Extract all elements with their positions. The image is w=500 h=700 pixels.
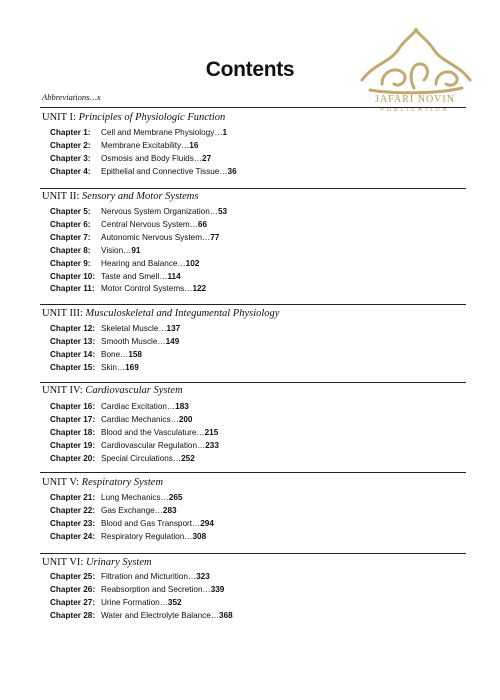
chapter-number: Chapter 20: bbox=[50, 453, 96, 463]
chapter-title: Urine Formation… bbox=[101, 597, 168, 607]
chapter-title: Cardiac Mechanics… bbox=[101, 414, 179, 424]
chapter-number: Chapter 19: bbox=[50, 440, 96, 450]
chapter-number: Chapter 3: bbox=[50, 153, 91, 163]
chapter-number: Chapter 18: bbox=[50, 427, 96, 437]
chapter-page: 294 bbox=[200, 518, 214, 528]
unit-label: UNIT II: bbox=[42, 191, 80, 202]
unit-title-text: Cardiovascular System bbox=[85, 385, 183, 396]
chapter-number: Chapter 9: bbox=[50, 258, 91, 268]
chapter-number: Chapter 24: bbox=[50, 531, 96, 541]
chapter-title: Nervous System Organization… bbox=[101, 207, 218, 216]
chapter-number: Chapter 21: bbox=[50, 493, 96, 502]
chapter-title: Motor Control Systems… bbox=[101, 284, 193, 294]
chapter-title: Taste and Smell… bbox=[101, 271, 168, 281]
unit-heading bbox=[42, 385, 183, 396]
chapter-page: 169 bbox=[125, 362, 139, 372]
chapter-page: 283 bbox=[162, 505, 177, 515]
chapter-page: 200 bbox=[178, 414, 193, 424]
chapter-entry[interactable] bbox=[50, 324, 180, 336]
chapter-page: 66 bbox=[197, 219, 208, 229]
chapter-entry[interactable] bbox=[50, 532, 206, 544]
unit-heading bbox=[42, 477, 163, 488]
chapter-number: Chapter 17: bbox=[50, 414, 96, 424]
chapter-number: Chapter 7: bbox=[50, 232, 91, 242]
unit-label: UNIT V: bbox=[42, 477, 80, 488]
chapter-title: Hearing and Balance… bbox=[101, 258, 186, 268]
chapter-number: Chapter 27: bbox=[50, 597, 96, 607]
chapter-entry[interactable] bbox=[50, 233, 219, 245]
chapter-title: Lung Mechanics… bbox=[101, 493, 169, 502]
chapter-entry[interactable] bbox=[50, 154, 211, 166]
unit-label: UNIT I: bbox=[42, 112, 76, 123]
chapter-entry[interactable] bbox=[50, 402, 189, 414]
chapter-entry[interactable] bbox=[50, 441, 219, 453]
chapter-page: 352 bbox=[167, 597, 182, 607]
unit-divider bbox=[40, 304, 466, 305]
chapter-page: 183 bbox=[175, 402, 189, 411]
chapter-entry[interactable] bbox=[50, 272, 181, 284]
chapter-entry[interactable] bbox=[50, 363, 139, 375]
chapter-page: 91 bbox=[131, 245, 141, 255]
chapter-entry[interactable] bbox=[50, 246, 140, 258]
chapter-entry[interactable] bbox=[50, 220, 207, 232]
unit-divider bbox=[40, 553, 466, 554]
chapter-title: Skeletal Muscle… bbox=[101, 324, 167, 333]
unit-divider bbox=[40, 382, 466, 383]
chapter-number: Chapter 8: bbox=[50, 245, 91, 255]
chapter-page: 158 bbox=[128, 349, 142, 359]
page-title: Contents bbox=[205, 58, 295, 81]
chapter-page: 137 bbox=[166, 324, 181, 333]
unit-title-text: Respiratory System bbox=[81, 477, 164, 488]
chapter-title: Reabsorption and Secretion… bbox=[101, 584, 211, 594]
chapter-title: Osmosis and Body Fluids… bbox=[101, 153, 203, 163]
chapter-page: 27 bbox=[202, 153, 212, 163]
chapter-title: Smooth Muscle… bbox=[101, 336, 166, 346]
chapter-title: Membrane Excitability… bbox=[101, 140, 190, 150]
chapter-page: 122 bbox=[192, 284, 207, 294]
chapter-entry[interactable] bbox=[50, 284, 206, 296]
chapter-number: Chapter 6: bbox=[50, 219, 91, 229]
chapter-title: Filtration and Micturition… bbox=[101, 572, 197, 581]
chapter-title: Water and Electrolyte Balance… bbox=[101, 610, 220, 620]
chapter-number: Chapter 26: bbox=[50, 584, 96, 594]
unit-title-text: Sensory and Motor Systems bbox=[82, 191, 199, 202]
chapter-number: Chapter 15: bbox=[50, 362, 96, 372]
chapter-entry[interactable] bbox=[50, 128, 227, 140]
chapter-number: Chapter 4: bbox=[50, 166, 91, 176]
chapter-page: 323 bbox=[196, 572, 210, 581]
chapter-entry[interactable] bbox=[50, 493, 182, 505]
chapter-entry[interactable] bbox=[50, 337, 179, 349]
chapter-title: Respiratory Regulation… bbox=[101, 531, 193, 541]
chapter-page: 339 bbox=[210, 584, 225, 594]
unit-label: UNIT VI: bbox=[42, 557, 84, 568]
abbreviations-entry: Abbreviations…x bbox=[42, 92, 101, 102]
chapter-title: Skin… bbox=[101, 362, 126, 372]
chapter-page: 252 bbox=[181, 453, 195, 463]
chapter-entry[interactable] bbox=[50, 611, 233, 623]
unit-title-text: Principles of Physiologic Function bbox=[78, 112, 226, 123]
chapter-title: Bone… bbox=[101, 349, 129, 359]
chapter-entry[interactable] bbox=[50, 585, 224, 597]
crown-ornament-icon bbox=[352, 28, 478, 98]
chapter-page: 1 bbox=[222, 128, 228, 137]
chapter-number: Chapter 23: bbox=[50, 518, 96, 528]
chapter-page: 368 bbox=[219, 610, 233, 620]
chapter-number: Chapter 13: bbox=[50, 336, 96, 346]
chapter-title: Epithelial and Connective Tissue… bbox=[101, 166, 228, 176]
chapter-entry[interactable] bbox=[50, 350, 142, 362]
chapter-page: 308 bbox=[192, 531, 207, 541]
chapter-number: Chapter 12: bbox=[50, 324, 96, 333]
unit-heading bbox=[42, 557, 152, 568]
unit-divider bbox=[40, 472, 466, 473]
chapter-page: 149 bbox=[165, 336, 180, 346]
unit-heading bbox=[42, 191, 198, 202]
chapter-number: Chapter 14: bbox=[50, 349, 96, 359]
chapter-title: Cardiac Excitation… bbox=[101, 402, 176, 411]
chapter-title: Vision… bbox=[101, 245, 132, 255]
chapter-title: Cell and Membrane Physiology… bbox=[101, 128, 223, 137]
chapter-page: 233 bbox=[205, 440, 219, 450]
chapter-entry[interactable] bbox=[50, 454, 195, 466]
unit-label: UNIT IV: bbox=[42, 385, 83, 396]
chapter-page: 53 bbox=[217, 207, 228, 216]
chapter-page: 215 bbox=[204, 427, 219, 437]
chapter-number: Chapter 16: bbox=[50, 402, 96, 411]
chapter-title: Blood and Gas Transport… bbox=[101, 518, 201, 528]
unit-divider bbox=[40, 107, 466, 108]
chapter-title: Blood and the Vasculature… bbox=[101, 427, 205, 437]
chapter-number: Chapter 1: bbox=[50, 128, 91, 137]
unit-divider bbox=[40, 188, 466, 189]
chapter-page: 77 bbox=[210, 232, 220, 242]
chapter-title: Cardiovascular Regulation… bbox=[101, 440, 206, 450]
chapter-entry[interactable] bbox=[50, 259, 199, 271]
chapter-entry[interactable] bbox=[50, 141, 198, 153]
chapter-title: Autonomic Nervous System… bbox=[101, 232, 211, 242]
chapter-page: 36 bbox=[227, 166, 237, 176]
chapter-page: 114 bbox=[167, 271, 181, 281]
chapter-page: 16 bbox=[189, 140, 199, 150]
chapter-entry[interactable] bbox=[50, 415, 192, 427]
unit-title-text: Musculoskeletal and Integumental Physiology bbox=[85, 308, 280, 319]
unit-title-text: Urinary System bbox=[85, 557, 152, 568]
unit-heading bbox=[42, 308, 279, 319]
chapter-entry[interactable] bbox=[50, 506, 177, 518]
chapter-page: 265 bbox=[168, 493, 183, 502]
chapter-number: Chapter 11: bbox=[50, 284, 95, 294]
chapter-title: Central Nervous System… bbox=[101, 219, 198, 229]
chapter-number: Chapter 25: bbox=[50, 572, 96, 581]
chapter-number: Chapter 5: bbox=[50, 207, 91, 216]
chapter-entry[interactable] bbox=[50, 167, 237, 179]
chapter-entry[interactable] bbox=[50, 519, 214, 531]
chapter-number: Chapter 28: bbox=[50, 610, 96, 620]
publisher-subtitle: PUBLICATION bbox=[380, 107, 450, 113]
chapter-number: Chapter 2: bbox=[50, 140, 91, 150]
chapter-title: Gas Exchange… bbox=[101, 505, 163, 515]
chapter-number: Chapter 22: bbox=[50, 505, 96, 515]
publisher-name: JAFARI NOVIN bbox=[375, 94, 455, 105]
unit-heading bbox=[42, 112, 225, 123]
chapter-entry[interactable] bbox=[50, 598, 182, 610]
chapter-entry[interactable] bbox=[50, 428, 218, 440]
chapter-page: 102 bbox=[185, 258, 200, 268]
chapter-title: Special Circulations… bbox=[101, 453, 182, 463]
chapter-entry[interactable] bbox=[50, 572, 210, 584]
chapter-number: Chapter 10: bbox=[50, 271, 96, 281]
chapter-entry[interactable] bbox=[50, 207, 227, 219]
unit-label: UNIT III: bbox=[42, 308, 83, 319]
